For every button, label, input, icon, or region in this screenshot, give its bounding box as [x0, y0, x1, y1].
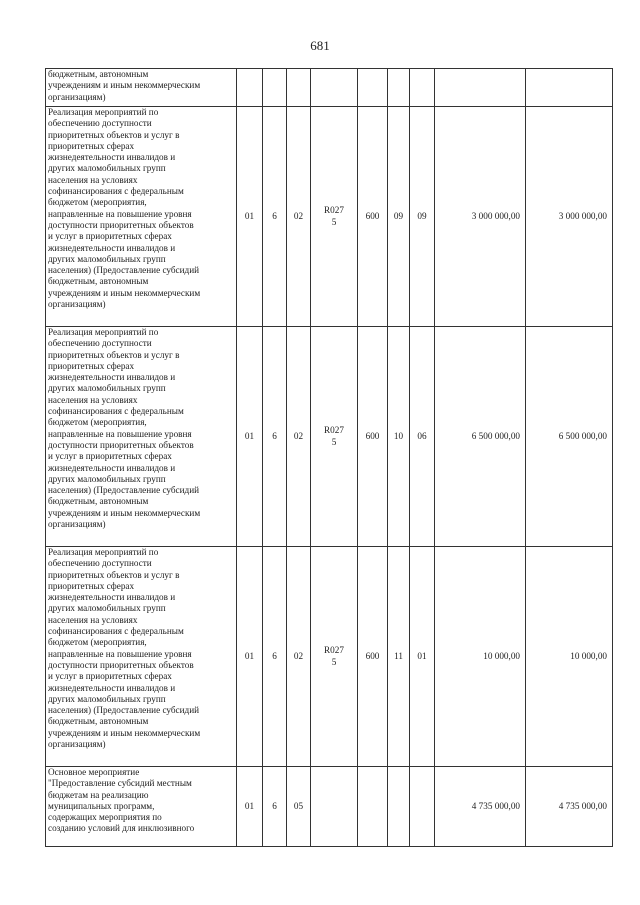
expense-type-cell: 600	[358, 327, 388, 547]
page-number: 681	[310, 38, 330, 53]
expense-type-cell: 600	[358, 107, 388, 327]
direction-code-cell	[311, 69, 358, 107]
subprogram-code-cell: 6	[263, 327, 287, 547]
program-code-cell	[237, 69, 263, 107]
direction-code-cell: R027 5	[311, 547, 358, 767]
table-row	[46, 767, 613, 847]
section-code-cell: 09	[388, 107, 410, 327]
table-row	[46, 547, 613, 767]
amount-year1-cell: 4 735 000,00	[435, 767, 526, 847]
amount-year2-cell: 3 000 000,00	[526, 107, 613, 327]
amount-year1-cell: 6 500 000,00	[435, 327, 526, 547]
table-row	[46, 107, 613, 327]
event-code-cell: 02	[287, 107, 311, 327]
section-code-cell: 11	[388, 547, 410, 767]
expense-type-cell: 600	[358, 547, 388, 767]
program-code-cell: 01	[237, 547, 263, 767]
amount-year2-cell: 6 500 000,00	[526, 327, 613, 547]
program-code-cell: 01	[237, 327, 263, 547]
budget-table	[45, 68, 613, 847]
section-code-cell: 10	[388, 327, 410, 547]
amount-year2-cell: 4 735 000,00	[526, 767, 613, 847]
amount-year2-cell	[526, 69, 613, 107]
expense-type-cell	[358, 767, 388, 847]
section-code-cell	[388, 767, 410, 847]
expense-type-cell	[358, 69, 388, 107]
direction-code-cell: R027 5	[311, 327, 358, 547]
subprogram-code-cell: 6	[263, 107, 287, 327]
table-row	[46, 69, 613, 107]
direction-code-cell	[311, 767, 358, 847]
event-code-cell	[287, 69, 311, 107]
subsection-code-cell: 09	[410, 107, 435, 327]
row-description: Основное мероприятие "Предоставление субсидий местным бюджетам на реализацию муниципальных программ, содержащих мероприятия по созданию условий для инклюзивного	[46, 767, 237, 847]
row-description: Реализация мероприятий по обеспечению доступности приоритетных объектов и услуг в приоритетных сферах жизнедеятельности инвалидов и других маломобильных групп населения на условиях софинансирования с федеральным бюджетом (мероприятия, направленные на повышение уровня доступности приоритетных объектов и услуг в приоритетных сферах жизнедеятельности инвалидов и других маломобильных групп населения) (Предоставление субсидий бюджетным, автономным учреждениям и иным некоммерческим организациям)	[46, 327, 237, 547]
subprogram-code-cell: 6	[263, 547, 287, 767]
subprogram-code-cell	[263, 69, 287, 107]
subsection-code-cell	[410, 69, 435, 107]
direction-code-cell: R027 5	[311, 107, 358, 327]
event-code-cell: 05	[287, 767, 311, 847]
event-code-cell: 02	[287, 547, 311, 767]
subsection-code-cell: 01	[410, 547, 435, 767]
subsection-code-cell	[410, 767, 435, 847]
subprogram-code-cell: 6	[263, 767, 287, 847]
amount-year1-cell	[435, 69, 526, 107]
subsection-code-cell: 06	[410, 327, 435, 547]
event-code-cell: 02	[287, 327, 311, 547]
row-description: Реализация мероприятий по обеспечению доступности приоритетных объектов и услуг в приоритетных сферах жизнедеятельности инвалидов и других маломобильных групп населения на условиях софинансирования с федеральным бюджетом (мероприятия, направленные на повышение уровня доступности приоритетных объектов и услуг в приоритетных сферах жизнедеятельности инвалидов и других маломобильных групп населения) (Предоставление субсидий бюджетным, автономным учреждениям и иным некоммерческим организациям)	[46, 107, 237, 327]
amount-year2-cell: 10 000,00	[526, 547, 613, 767]
table-row	[46, 327, 613, 547]
row-description: бюджетным, автономным учреждениям и иным некоммерческим организациям)	[46, 69, 237, 107]
amount-year1-cell: 3 000 000,00	[435, 107, 526, 327]
row-description: Реализация мероприятий по обеспечению доступности приоритетных объектов и услуг в приоритетных сферах жизнедеятельности инвалидов и других маломобильных групп населения на условиях софинансирования с федеральным бюджетом (мероприятия, направленные на повышение уровня доступности приоритетных объектов и услуг в приоритетных сферах жизнедеятельности инвалидов и других маломобильных групп населения) (Предоставление субсидий бюджетным, автономным учреждениям и иным некоммерческим организациям)	[46, 547, 237, 767]
program-code-cell: 01	[237, 767, 263, 847]
amount-year1-cell: 10 000,00	[435, 547, 526, 767]
section-code-cell	[388, 69, 410, 107]
program-code-cell: 01	[237, 107, 263, 327]
